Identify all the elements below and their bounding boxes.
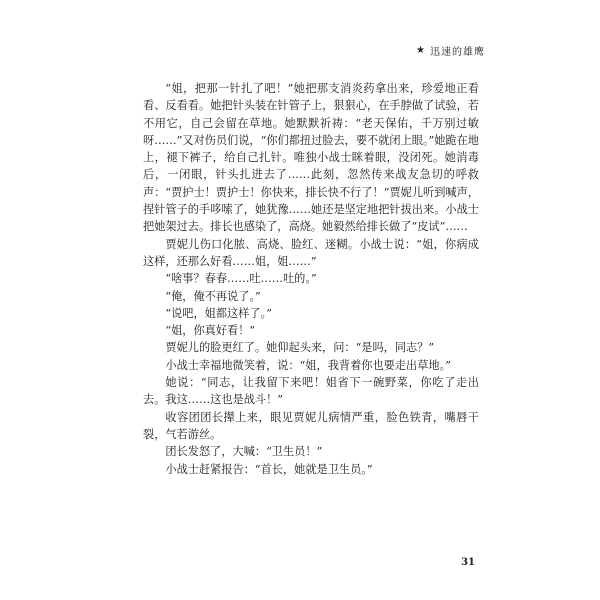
- paragraph: 小战士赶紧报告：“首长，她就是卫生员。”: [165, 462, 373, 476]
- page-number: 31: [461, 557, 475, 568]
- paragraph: “俺，俺不再说了。”: [165, 289, 261, 303]
- star-icon: ★: [416, 44, 426, 56]
- paragraph: 小战士幸福地微笑着，说：“姐，我背着你也要走出草地。”: [165, 358, 451, 372]
- paragraph: “姐，你真好看！”: [165, 324, 256, 338]
- paragraph: 团长发怒了，大喊：“卫生员！”: [165, 445, 323, 459]
- header-title: 迅速的雄鹰: [430, 47, 485, 58]
- paragraph: 收容团团长撵上来，眼见贾妮儿病情严重，脸色铁青，嘴唇干裂，气若游丝。: [143, 410, 479, 441]
- body-text: [143, 80, 479, 478]
- paragraph: “姐，把那一针扎了吧！”她把那支消炎药拿出来，珍爱地正看看、反看看。她把针头装在针管子上，狠狠心，在手脖做了试验，若不用它，自己会留在草地。她默默祈祷：“老天保佑，千万别过敏呀……”又对伤员们说，“你们都扭过脸去，要不就闭上眼。”她跪在地上，褪下裤子，给自己扎针。唯独小战士眯着眼，没闭死。她消毒后，一闭眼，针头扎进去了……此刻，忽然传来战友急切的呼救声：“贾护士！贾护士！你快来，排长快不行了！”贾妮儿听到喊声，捏针管子的手哆嗦了，她犹豫……她还是坚定地把针拔出来。小战士把她架过去。排长也感染了，高烧。她毅然给排长做了“皮试”……: [143, 82, 479, 234]
- running-header: [416, 43, 485, 58]
- paragraph: “啥事？春春……吐……吐的。”: [165, 272, 317, 286]
- paragraph: 贾妮儿伤口化脓、高烧、脸红、迷糊。小战士说：“姐，你病成这样，还那么好看……姐，姐……”: [143, 237, 479, 268]
- paragraph: 她说：“同志，让我留下来吧！姐省下一碗野菜，你吃了走出去。我这……这也是战斗！”: [143, 376, 479, 407]
- paragraph: 贾妮儿的脸更红了。她仰起头来，问：“是吗，同志？”: [165, 341, 435, 355]
- paragraph: “说吧，姐都这样了。”: [165, 306, 272, 320]
